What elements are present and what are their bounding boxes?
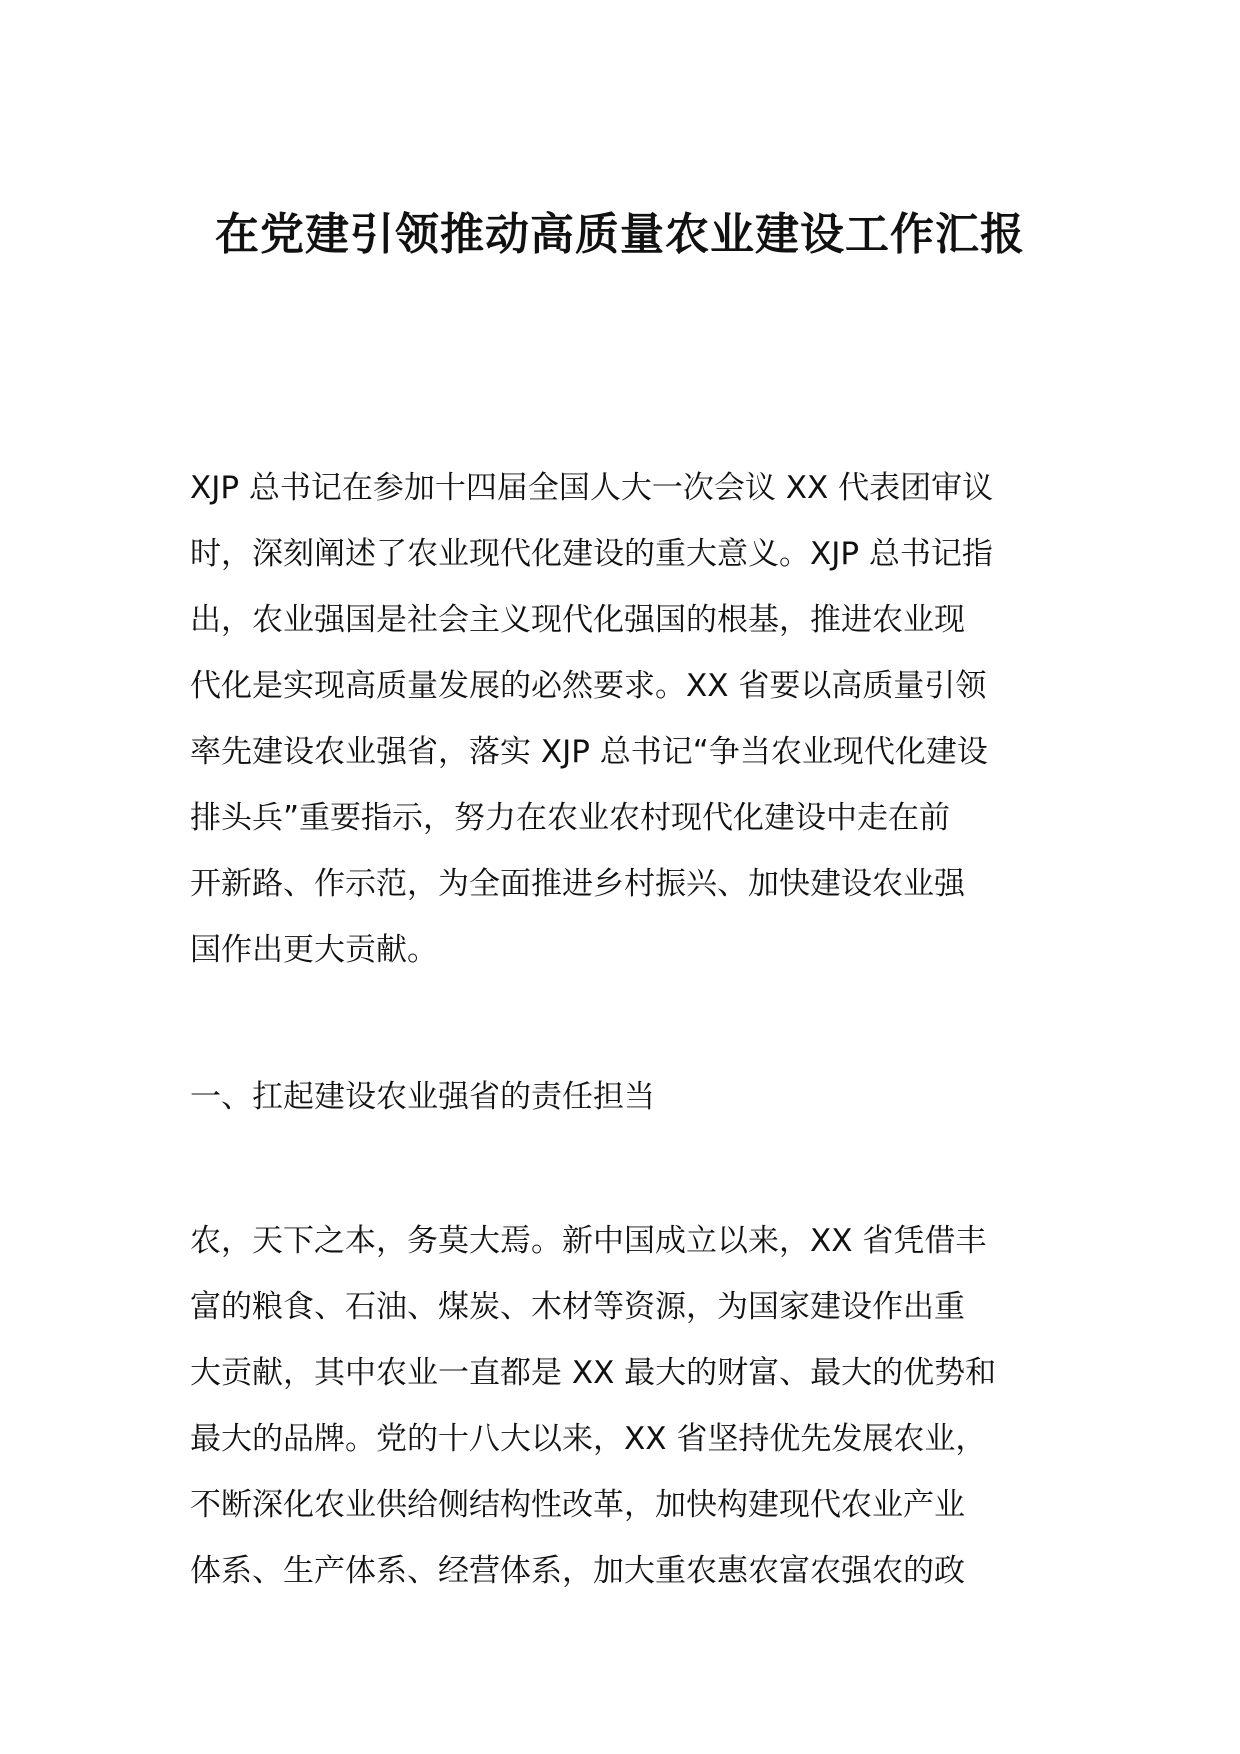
paragraph-spacer [190,1130,1060,1208]
paragraph-line: 代化是实现高质量发展的必然要求。XX 省要以高质量引领 [190,668,987,704]
paragraph-line: 开新路、作示范，为全面推进乡村振兴、加快建设农业强 [190,866,965,902]
paragraph-line: 富的粮食、石油、煤炭、木材等资源，为国家建设作出重 [190,1289,965,1325]
paragraph-line: XJP 总书记在参加十四届全国人大一次会议 XX 代表团审议 [190,470,994,506]
paragraph-line: 农，天下之本，务莫大焉。新中国成立以来，XX 省凭借丰 [190,1223,987,1259]
paragraph-line: 排头兵”重要指示，努力在农业农村现代化建设中走在前 [190,800,951,836]
paragraph-line: 时，深刻阐述了农业现代化建设的重大意义。XJP 总书记指 [190,536,993,572]
document-body [190,455,1060,1604]
paragraph-line: 大贡献，其中农业一直都是 XX 最大的财富、最大的优势和 [190,1355,997,1391]
paragraph-line: 率先建设农业强省，落实 XJP 总书记“争当农业现代化建设 [190,734,988,770]
paragraph-line: 国作出更大贡献。 [190,932,438,968]
intro-paragraph [190,455,1060,983]
section-heading-line: 一、扛起建设农业强省的责任担当 [190,1079,655,1115]
paragraph-line: 不断深化农业供给侧结构性改革，加快构建现代农业产业 [190,1487,965,1523]
paragraph-spacer [190,983,1060,1064]
section-heading [190,1064,1060,1130]
paragraph-line: 最大的品牌。党的十八大以来，XX 省坚持优先发展农业， [190,1421,987,1457]
body-paragraph [190,1208,1060,1604]
document-title: 在党建引领推动高质量农业建设工作汇报 [215,209,1025,260]
paragraph-line: 体系、生产体系、经营体系，加大重农惠农富农强农的政 [190,1553,965,1589]
paragraph-line: 出，农业强国是社会主义现代化强国的根基，推进农业现 [190,602,965,638]
